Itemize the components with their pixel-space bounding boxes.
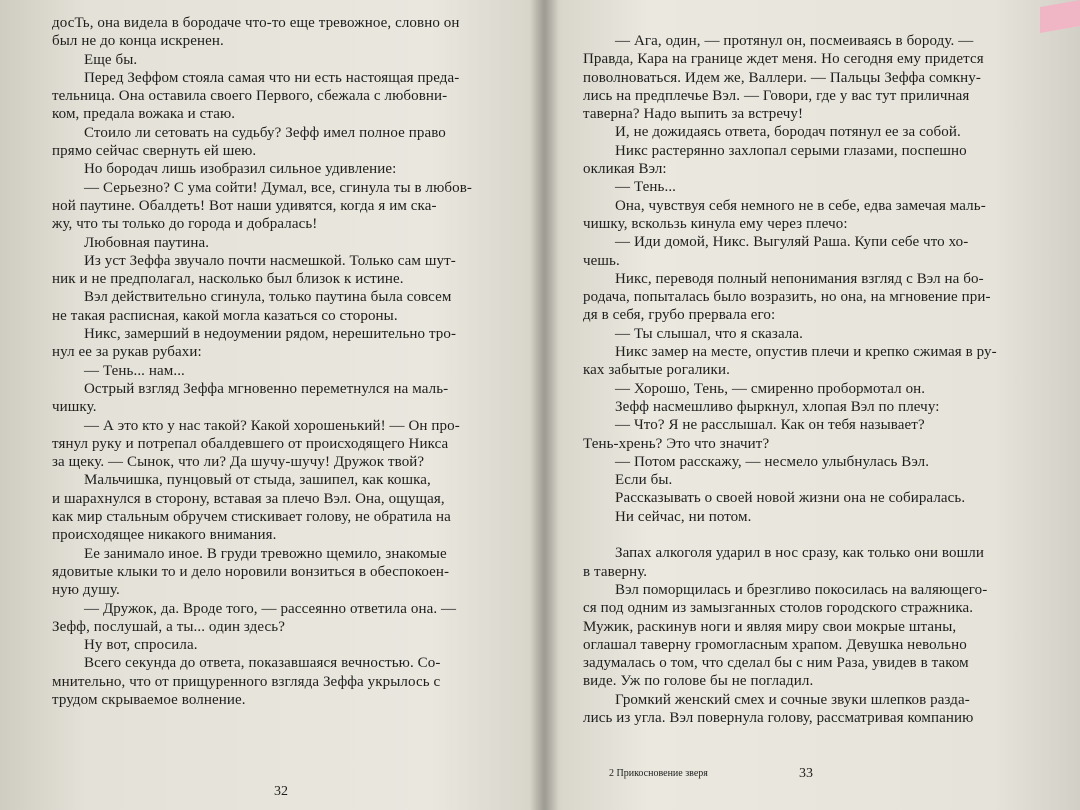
text-line: лись на предплечье Вэл. — Говори, где у вас тут приличная: [583, 87, 970, 104]
text-line: — А это кто у нас такой? Какой хорошенький! — Он про-: [84, 417, 460, 434]
text-line: ся под одним из замызганных столов городского стражника.: [583, 600, 974, 617]
text-line: — Потом расскажу, — несмело улыбнулась Вэл.: [615, 453, 930, 470]
text-line: — Серьезно? С ума сойти! Думал, все, сгинула ты в любов-: [84, 179, 473, 196]
text-line: прямо сейчас свернуть ей шею.: [52, 143, 257, 160]
text-line: нул ее за рукав рубахи:: [52, 344, 202, 361]
text-line: Еще бы.: [84, 51, 138, 68]
text-line: Тень-хрень? Это что значит?: [583, 435, 770, 452]
text-line: Ну вот, спросила.: [84, 637, 198, 654]
text-line: Никс, замерший в недоумении рядом, нерешительно тро-: [84, 326, 457, 343]
text-line: жу, что ты только до города и добралась!: [52, 216, 318, 233]
text-line: — Ага, один, — протянул он, посмеиваясь в бороду. —: [615, 33, 974, 49]
text-line: как мир стальным обручем стискивает голову, не обратила на: [52, 509, 451, 526]
text-line: Громкий женский смех и сочные звуки шлепков разда-: [615, 691, 970, 708]
text-line: в таверну.: [583, 563, 648, 580]
text-line: Зефф, послушай, а ты... один здесь?: [52, 618, 286, 635]
text-line: Если бы.: [615, 472, 673, 489]
text-line: ядовитые клыки то и дело норовили вонзиться в обеспокоен-: [52, 563, 450, 580]
text-line: Никс растерянно захлопал серыми глазами, поспешно: [615, 142, 967, 159]
text-line: Ни сейчас, ни потом.: [615, 508, 752, 525]
text-line: тельница. Она оставила своего Первого, сбежала с любовни-: [52, 88, 448, 105]
text-line: трудом скрываемое волнение.: [52, 691, 246, 708]
text-line: Острый взгляд Зеффа мгновенно переметнулся на маль-: [84, 380, 449, 397]
text-line: был не до конца искренен.: [52, 33, 224, 50]
text-line: И, не дожидаясь ответа, бородач потянул ее за собой.: [615, 124, 961, 141]
text-line: и шарахнулся в сторону, вставая за плечо Вэл. Она, ощущая,: [52, 490, 445, 507]
text-line: Она, чувствуя себя немного не в себе, едва замечая маль-: [615, 197, 986, 214]
right-page-text: [583, 32, 1023, 727]
text-line: Всего секунда до ответа, показавшаяся вечностью. Со-: [84, 655, 441, 672]
text-line: Мужик, раскинув ноги и являя миру свои мокрые штаны,: [583, 618, 957, 635]
text-line: Но бородач лишь изобразил сильное удивление:: [84, 161, 397, 178]
text-line: чишку, вскользь кинула ему через плечо:: [583, 215, 848, 232]
text-line: Рассказывать о своей новой жизни она не собиралась.: [615, 490, 966, 507]
text-line: окликая Вэл:: [583, 161, 667, 178]
text-line: — Что? Я не расслышал. Как он тебя называет?: [615, 417, 925, 434]
right-page-number: 33: [799, 766, 813, 781]
text-line: за щеку. — Сынок, что ли? Да шучу-шучу! Дружок твой?: [52, 454, 425, 471]
left-page: [52, 0, 530, 810]
text-line: — Дружок, да. Вроде того, — рассеянно ответила она. —: [84, 600, 457, 617]
text-line: Из уст Зеффа звучало почти насмешкой. Только сам шут-: [84, 252, 456, 269]
text-line: поволноваться. Идем же, Валлери. — Пальцы Зеффа сомкну-: [583, 69, 981, 86]
text-line: Зефф насмешливо фыркнул, хлопая Вэл по плечу:: [615, 398, 940, 415]
right-page: [583, 0, 1023, 810]
book-gutter: [530, 0, 558, 810]
running-footer-title: 2 Прикосновение зверя: [609, 768, 708, 779]
text-line: — Иди домой, Никс. Выгуляй Раша. Купи себе что хо-: [615, 234, 969, 251]
text-line: Никс замер на месте, опустив плечи и крепко сжимая в ру-: [615, 344, 997, 361]
text-line: Правда, Кара на границе ждет меня. Но сегодня ему придется: [583, 51, 984, 68]
text-line: Мальчишка, пунцовый от стыда, зашипел, как кошка,: [84, 472, 431, 489]
text-line: чишку.: [52, 399, 97, 416]
text-line: виде. Уж по голове бы не погладил.: [583, 673, 814, 690]
text-line: ной паутине. Обалдеть! Вот наши удивятся, когда я им ска-: [52, 197, 437, 214]
text-line: — Хорошо, Тень, — смиренно пробормотал он.: [615, 380, 926, 397]
text-line: Никс, переводя полный непонимания взгляд с Вэл на бо-: [615, 270, 984, 287]
text-line: Запах алкоголя ударил в нос сразу, как только они вошли: [615, 545, 984, 562]
text-line: мнительно, что от прищуренного взгляда Зеффа укрылось с: [52, 673, 441, 690]
text-line: задумалась о том, что сделал бы с ним Раза, увидев в таком: [583, 655, 969, 672]
left-page-text: [52, 14, 530, 709]
text-line: не такая расписная, какой могла казаться со стороны.: [52, 307, 398, 324]
text-line: чешь.: [583, 252, 620, 269]
text-line: Любовная паутина.: [84, 234, 210, 251]
text-line: ную душу.: [52, 582, 120, 599]
text-line: тянул руку и потрепал обалдевшего от происходящего Никса: [52, 435, 449, 452]
text-line: досТь, она видела в бородаче что-то еще тревожное, словно он: [52, 15, 460, 31]
text-line: лись из угла. Вэл повернула голову, рассматривая компанию: [583, 709, 974, 726]
text-line: ник и не предполагал, насколько был близок к истине.: [52, 271, 404, 288]
text-line: Вэл действительно сгинула, только паутина была совсем: [84, 289, 452, 306]
text-line: таверна? Надо выпить за встречу!: [583, 106, 804, 123]
text-line: родача, попыталась было возразить, но она, на мгновение при-: [583, 289, 991, 306]
left-page-number: 32: [274, 784, 288, 799]
text-line: [583, 526, 1023, 544]
text-line: ках забытые рогалики.: [583, 362, 730, 379]
text-line: — Тень... нам...: [84, 362, 185, 379]
text-line: — Тень...: [615, 179, 677, 196]
bookmark-tab: [1040, 0, 1080, 33]
text-line: Перед Зеффом стояла самая что ни есть настоящая преда-: [84, 69, 460, 86]
text-line: происходящее никакого внимания.: [52, 527, 277, 544]
text-line: дя в себя, грубо прервала его:: [583, 307, 776, 324]
text-line: оглашал таверну громогласным храпом. Девушка невольно: [583, 636, 967, 653]
text-line: Стоило ли сетовать на судьбу? Зефф имел полное право: [84, 124, 446, 141]
text-line: Вэл поморщилась и брезгливо покосилась на валяющего-: [615, 581, 988, 598]
text-line: — Ты слышал, что я сказала.: [615, 325, 804, 342]
text-line: Ее занимало иное. В груди тревожно щемило, знакомые: [84, 545, 447, 562]
text-line: ком, предала вожака и стаю.: [52, 106, 236, 123]
